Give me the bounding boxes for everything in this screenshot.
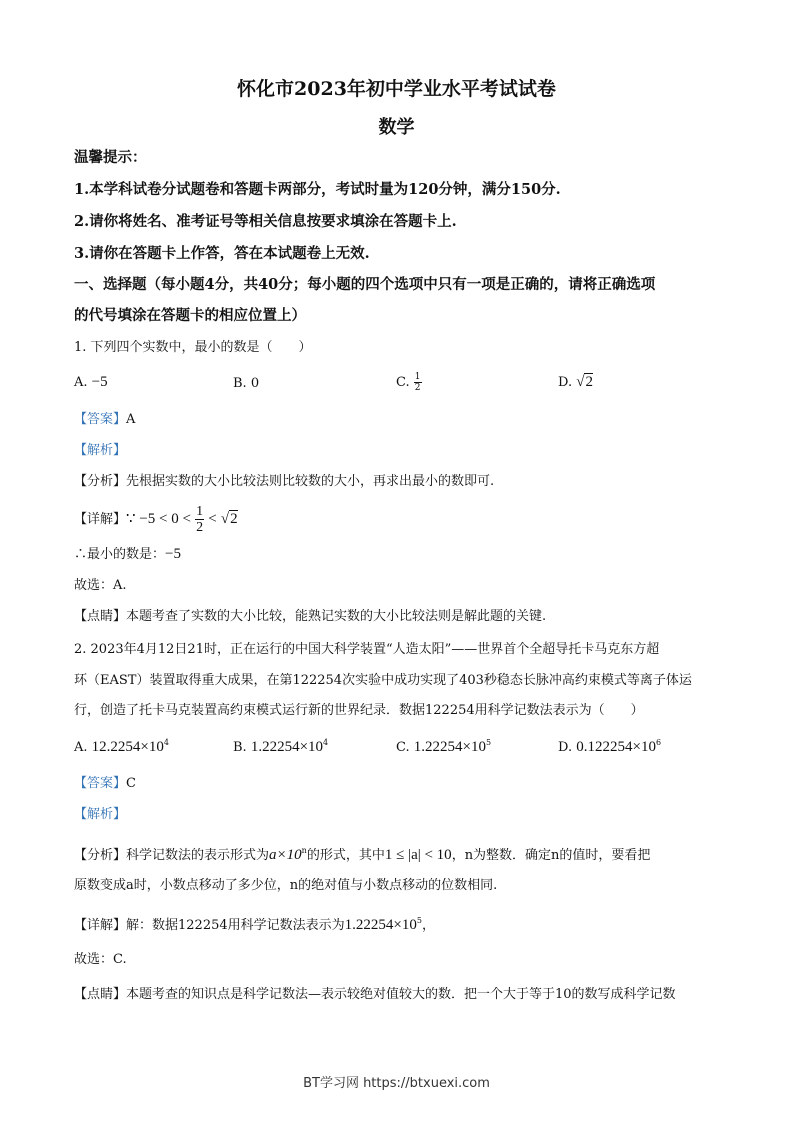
notice-heading: 温馨提示：	[74, 149, 147, 166]
q1-option-c: C. $\frac{1}{2}$	[396, 372, 421, 393]
q2-analysis: 【分析】科学记数法的表示形式为$a\times 10^n$的形式，其中1 ≤ |a| < 10，n为整数．确定n的值时，要看把	[74, 846, 651, 863]
q2-option-d: D. $0.122254\times 10^6$	[558, 738, 662, 755]
q2-analysis-cont: 原数变成a时，小数点移动了多少位，n的绝对值与小数点移动的位数相同.	[74, 878, 498, 893]
q2-detail: 【详解】解：数据122254用科学记数法表示为$1.22254\times 10^5$，	[74, 916, 435, 933]
q1-comment: 【点睛】本题考查了实数的大小比较，能熟记实数的大小比较法则是解此题的关键.	[74, 609, 547, 624]
q1-analysis: 【分析】先根据实数的大小比较法则比较数的大小，再求出最小的数即可.	[74, 474, 495, 489]
notice-item: 1.本学科试卷分试题卷和答题卡两部分，考试时量为120分钟，满分150分.	[74, 181, 561, 198]
exam-title: 怀化市2023年初中学业水平考试试卷	[237, 78, 556, 100]
q1-stem: 1. 下列四个实数中，最小的数是（ ）	[74, 340, 312, 355]
q1-therefore: ∴最小的数是：−5	[74, 546, 181, 562]
q1-detail: 【详解】∵ −5 < 0 < $\frac{1}{2}$ < √2	[74, 504, 238, 535]
subject-title: 数学	[378, 117, 415, 138]
q2-stem: 环（EAST）装置取得重大成果，在第122254次实验中成功实现了403秒稳态长脉冲高约束模式等离子体运	[74, 673, 692, 688]
q2-answer: 【答案】C	[74, 776, 136, 791]
q1-option-d: D. √2	[558, 374, 593, 390]
q2-option-a: A. $12.2254\times 10^4$	[74, 738, 169, 755]
q1-option-b: B. 0	[233, 376, 260, 391]
notice-item: 2.请你将姓名、准考证号等相关信息按要求填涂在答题卡上.	[74, 213, 457, 230]
q1-answer: 【答案】A	[74, 412, 136, 427]
notice-item: 3.请你在答题卡上作答，答在本试题卷上无效.	[74, 245, 370, 262]
q2-stem: 行，创造了托卡马克装置高约束模式运行新的世界纪录．数据122254用科学记数法表示为（ ）	[74, 703, 644, 718]
q2-jiexi: 【解析】	[74, 807, 127, 822]
q2-stem: 2. 2023年4月12日21时，正在运行的中国大科学装置“人造太阳”——世界首个全超导托卡马克东方超	[74, 642, 660, 657]
q1-choose: 故选：A.	[74, 578, 127, 593]
section-heading-cont: 的代号填涂在答题卡的相应位置上）	[74, 307, 306, 324]
q2-choose: 故选：C.	[74, 952, 127, 967]
q1-jiexi: 【解析】	[74, 443, 127, 458]
q2-option-b: B. $1.22254\times 10^4$	[233, 738, 329, 755]
q2-option-c: C. $1.22254\times 10^5$	[396, 738, 492, 755]
q2-comment: 【点睛】本题考查的知识点是科学记数法—表示较绝对值较大的数．把一个大于等于10的数写成科学记数	[74, 987, 676, 1002]
footer-watermark: BT学习网 https://btxuexi.com	[303, 1076, 490, 1091]
q1-option-a: A. −5	[74, 374, 108, 390]
section-heading: 一、选择题（每小题4分，共40分；每小题的四个选项中只有一项是正确的，请将正确选项	[74, 276, 656, 293]
